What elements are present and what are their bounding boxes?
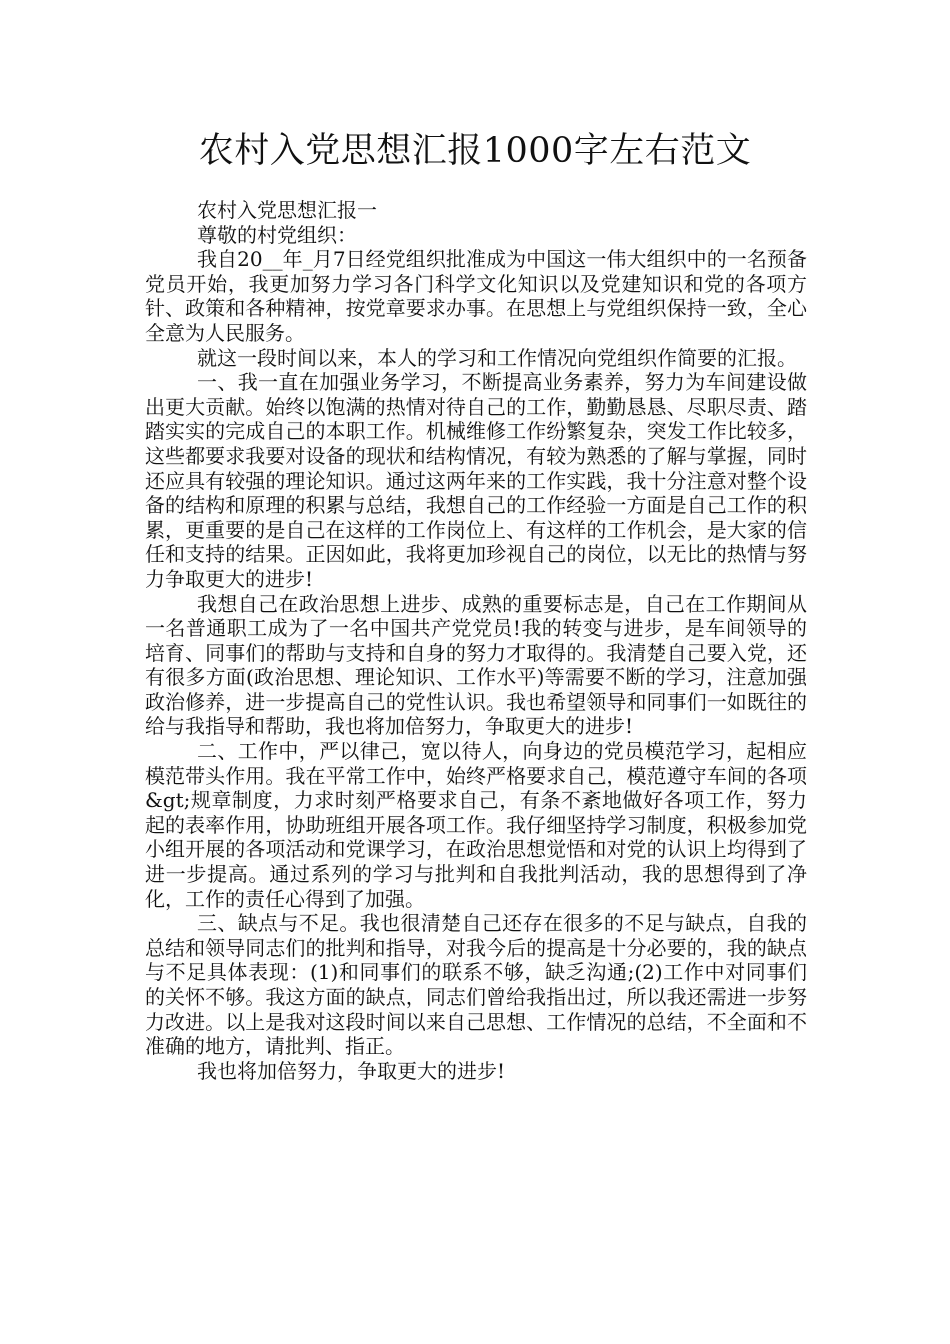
paragraph: 我想自己在政治思想上进步、成熟的重要标志是，自己在工作期间从一名普通职工成为了一名中国共产党党员!我的转变与进步，是车间领导的培育、同事们的帮助与支持和自身的努力才取得的。我清楚自己要入党，还有很多方面(政治思想、理论知识、工作水平)等需要不断的学习，注意加强政治修养，进一步提高自己的党性认识。我也希望领导和同事们一如既往的给与我指导和帮助，我也将加倍努力，争取更大的进步! [145,591,807,739]
paragraph: 三、缺点与不足。我也很清楚自己还存在很多的不足与缺点，自我的总结和领导同志们的批判和指导，对我今后的提高是十分必要的，我的缺点与不足具体表现：(1)和同事们的联系不够，缺乏沟通;(2)工作中对同事们的关怀不够。我这方面的缺点，同志们曾给我指出过，所以我还需进一步努力改进。以上是我对这段时间以来自己思想、工作情况的总结，不全面和不准确的地方，请批判、指正。 [145,911,807,1059]
paragraph-closing: 我也将加倍努力，争取更大的进步! [197,1058,506,1083]
paragraph: 二、工作中，严以律己，宽以待人，向身边的党员模范学习，起相应模范带头作用。我在平常工作中，始终严格要求自己，模范遵守车间的各项&gt;规章制度，力求时刻严格要求自己，有条不紊地做好各项工作，努力起的表率作用，协助班组开展各项工作。我仔细坚持学习制度，积极参加党小组开展的各项活动和党课学习，在政治思想觉悟和对党的认识上均得到了进一步提高。通过系列的学习与批判和自我批判活动，我的思想得到了净化，工作的责任心得到了加强。 [145,739,807,911]
document-body [145,198,807,1083]
paragraph: 我自20__年_月7日经党组织批准成为中国这一伟大组织中的一名预备党员开始，我更加努力学习各门科学文化知识以及党建知识和党的各项方针、政策和各种精神，按党章要求办事。在思想上与党组织保持一致，全心全意为人民服务。 [145,247,807,345]
paragraph-salutation: 尊敬的村党组织： [197,222,357,247]
paragraph: 就这一段时间以来，本人的学习和工作情况向党组织作简要的汇报。 [197,345,797,370]
paragraph: 一、我一直在加强业务学习，不断提高业务素养，努力为车间建设做出更大贡献。始终以饱满的热情对待自己的工作，勤勤恳恳、尽职尽责、踏踏实实的完成自己的本职工作。机械维修工作纷繁复杂，突发工作比较多，这些都要求我要对设备的现状和结构情况，有较为熟悉的了解与掌握，同时还应具有较强的理论知识。通过这两年来的工作实践，我十分注意对整个设备的结构和原理的积累与总结，我想自己的工作经验一方面是自己工作的积累，更重要的是自己在这样的工作岗位上、有这样的工作机会，是大家的信任和支持的结果。正因如此，我将更加珍视自己的岗位，以无比的热情与努力争取更大的进步! [145,370,807,591]
paragraph-section-heading: 农村入党思想汇报一 [197,198,377,222]
document-title: 农村入党思想汇报1000字左右范文 [198,131,752,171]
